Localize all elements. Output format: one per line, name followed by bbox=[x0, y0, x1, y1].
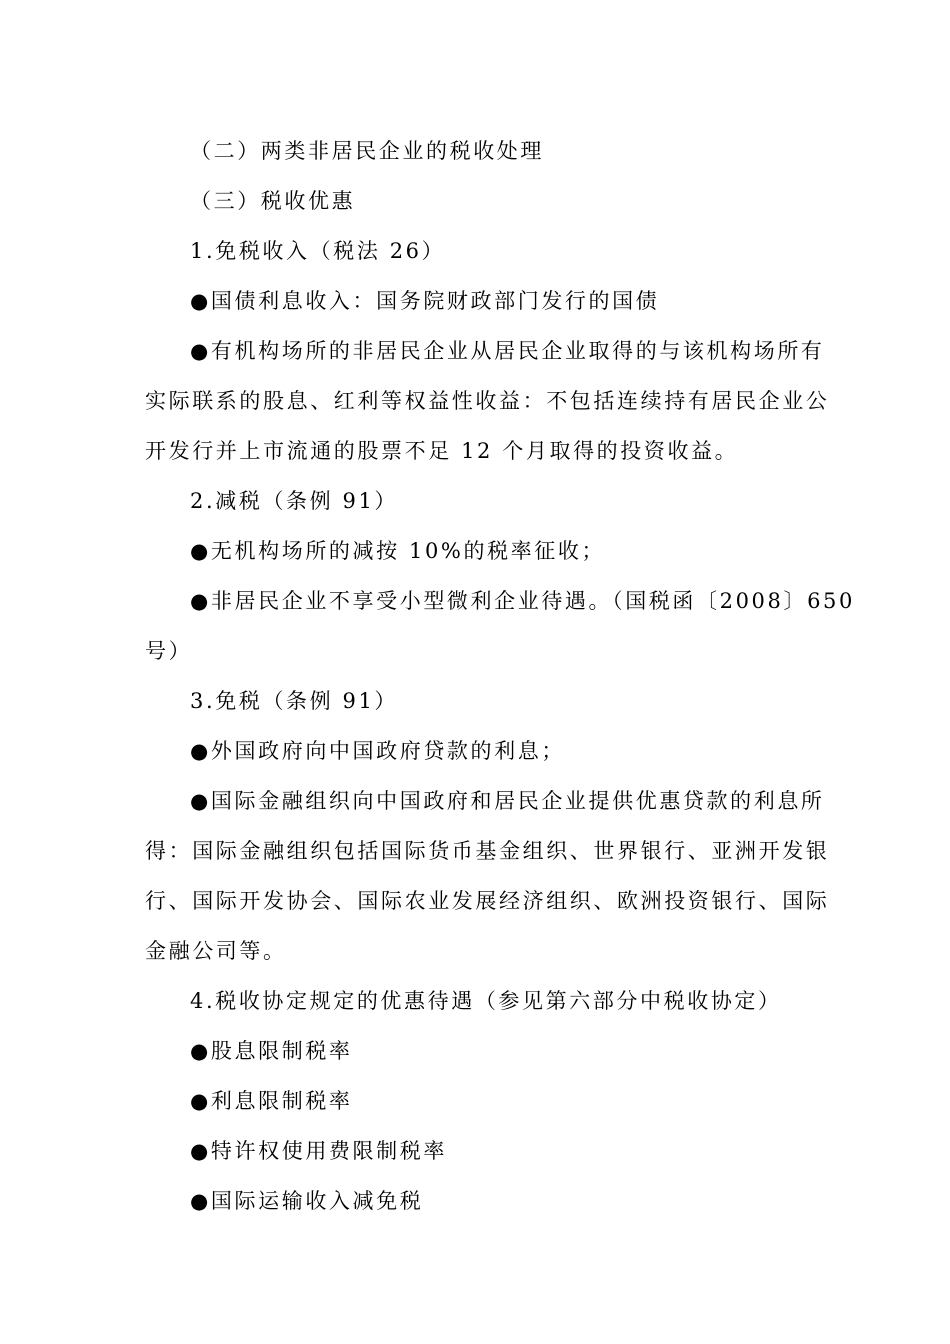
bullet-intl-financial-org-line1: ●国际金融组织向中国政府和居民企业提供优惠贷款的利息所 bbox=[190, 789, 825, 813]
subheading-tax-reduction: 2.减税（条例 91） bbox=[190, 489, 399, 513]
bullet-transport-income: ●国际运输收入减免税 bbox=[190, 1189, 424, 1213]
bullet-reduced-rate: ●无机构场所的减按 10%的税率征收； bbox=[190, 539, 606, 563]
bullet-small-enterprise-line1: ●非居民企业不享受小型微利企业待遇。（国税函〔2008〕650 bbox=[190, 589, 855, 613]
bullet-dividend-income-line3: 开发行并上市流通的股票不足 12 个月取得的投资收益。 bbox=[145, 439, 739, 463]
bullet-foreign-government-loan: ●外国政府向中国政府贷款的利息； bbox=[190, 739, 565, 763]
bullet-dividend-income-line2: 实际联系的股息、红利等权益性收益：不包括连续持有居民企业公 bbox=[145, 389, 830, 413]
bullet-small-enterprise-line2: 号） bbox=[145, 639, 193, 663]
bullet-dividend-income-line1: ●有机构场所的非居民企业从居民企业取得的与该机构场所有 bbox=[190, 339, 825, 363]
subheading-tax-exemption: 3.免税（条例 91） bbox=[190, 689, 399, 713]
subheading-tax-exempt-income: 1.免税收入（税法 26） bbox=[190, 239, 446, 263]
section-heading-2: （二）两类非居民企业的税收处理 bbox=[190, 139, 544, 163]
bullet-intl-financial-org-line4: 金融公司等。 bbox=[145, 939, 287, 963]
bullet-treasury-interest: ●国债利息收入：国务院财政部门发行的国债 bbox=[190, 289, 660, 313]
bullet-royalty-rate: ●特许权使用费限制税率 bbox=[190, 1139, 447, 1163]
bullet-interest-rate: ●利息限制税率 bbox=[190, 1089, 353, 1113]
subheading-treaty-benefits: 4.税收协定规定的优惠待遇（参见第六部分中税收协定） bbox=[190, 989, 782, 1013]
bullet-intl-financial-org-line2: 得：国际金融组织包括国际货币基金组织、世界银行、亚洲开发银 bbox=[145, 839, 830, 863]
bullet-dividend-rate: ●股息限制税率 bbox=[190, 1039, 353, 1063]
bullet-intl-financial-org-line3: 行、国际开发协会、国际农业发展经济组织、欧洲投资银行、国际 bbox=[145, 889, 830, 913]
section-heading-3: （三）税收优惠 bbox=[190, 189, 356, 213]
